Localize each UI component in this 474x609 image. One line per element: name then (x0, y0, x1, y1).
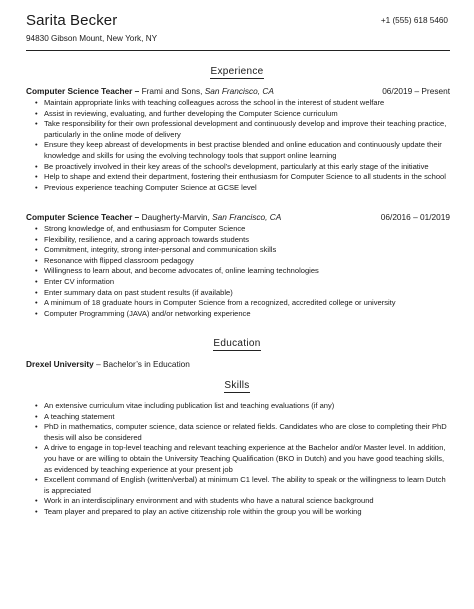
list-item: • Enter CV information (36, 277, 450, 288)
job-company: Frami and Sons, (139, 86, 205, 96)
list-item: • PhD in mathematics, computer science, data science or related fields. Candidates who are close to completing their PhD thesis will also be considered (36, 422, 450, 443)
list-item: • Work in an interdisciplinary environment and with students who have a natural science background (36, 496, 450, 507)
list-item: • Excellent command of English (written/verbal) at minimum C1 level. The ability to speak or the willingness to learn Dutch is appreciated (36, 475, 450, 496)
degree-name: – Bachelor’s in Education (93, 359, 190, 369)
job-location: San Francisco, CA (204, 86, 274, 96)
job-company: Daugherty-Marvin, (139, 212, 213, 222)
job-entry-1 (26, 86, 450, 193)
candidate-address: 94830 Gibson Mount, New York, NY (26, 34, 158, 43)
job-bullets (26, 98, 450, 193)
list-item: • Resonance with flipped classroom pedagogy (36, 256, 450, 267)
school-name: Drexel University (26, 359, 94, 369)
job-bullets (26, 224, 450, 319)
list-item: • Flexibility, resilience, and a caring approach towards students (36, 235, 450, 246)
list-item: • Be proactively involved in their key areas of the school’s development, particularly at this early stage of the initiative (36, 162, 450, 173)
list-item: • An extensive curriculum vitae including publication list and teaching evaluations (if any) (36, 401, 450, 412)
list-item: • Maintain appropriate links with teaching colleagues across the school in the interest of student welfare (36, 98, 450, 109)
list-item: • Willingness to learn about, and become advocates of, online learning technologies (36, 266, 450, 277)
job-title: Computer Science Teacher – (26, 212, 140, 222)
list-item: • Commitment, integrity, strong inter-personal and communication skills (36, 245, 450, 256)
job-location: San Francisco, CA (212, 212, 282, 222)
job-dates: 06/2016 – 01/2019 (380, 212, 450, 222)
skills-heading: Skills (224, 380, 250, 391)
header-divider (26, 50, 450, 51)
job-title: Computer Science Teacher – (26, 86, 140, 96)
list-item: • A drive to engage in top-level teaching and relevant teaching experience at the Bachelor and/or Master level. In addition, you have or are willing to obtain the University Teaching Qualification (BKO in Dutch) and you have good teaching skills, as evidenced by teaching experience at your present job (36, 443, 450, 475)
list-item: • A minimum of 18 graduate hours in Computer Science from a recognized, accredited college or university (36, 298, 450, 309)
list-item: • Ensure they keep abreast of developments in best practise blended and online education and continuously update their knowledge and skills for using the evolving technology tools that support online learning (36, 140, 450, 161)
list-item: • Take responsibility for their own professional development and continuously develop and improve their teaching practice, particularly in the online mode of delivery (36, 119, 450, 140)
skills-list (26, 401, 450, 518)
resume-header (26, 12, 450, 48)
list-item: • A teaching statement (36, 412, 450, 423)
candidate-name: Sarita Becker (26, 12, 118, 29)
skills-block (26, 401, 450, 518)
list-item: • Previous experience teaching Computer Science at GCSE level (36, 183, 450, 194)
job-entry-2 (26, 212, 450, 319)
job-header (26, 212, 450, 224)
job-dates: 06/2019 – Present (382, 86, 450, 96)
list-item: • Computer Programming (JAVA) and/or networking experience (36, 309, 450, 320)
candidate-phone: +1 (555) 618 5460 (380, 16, 448, 25)
experience-heading: Experience (210, 66, 264, 77)
job-header (26, 86, 450, 98)
list-item: • Assist in reviewing, evaluating, and further developing the Computer Science curriculum (36, 109, 450, 120)
list-item: • Enter summary data on past student results (if available) (36, 288, 450, 299)
list-item: • Strong knowledge of, and enthusiasm for Computer Science (36, 224, 450, 235)
list-item: • Help to shape and extend their department, fostering their enthusiasm for Computer Science to all students in the school (36, 172, 450, 183)
education-heading: Education (213, 338, 261, 349)
list-item: • Team player and prepared to play an active citizenship role within the group you will be working (36, 507, 450, 518)
education-entry (26, 359, 190, 369)
